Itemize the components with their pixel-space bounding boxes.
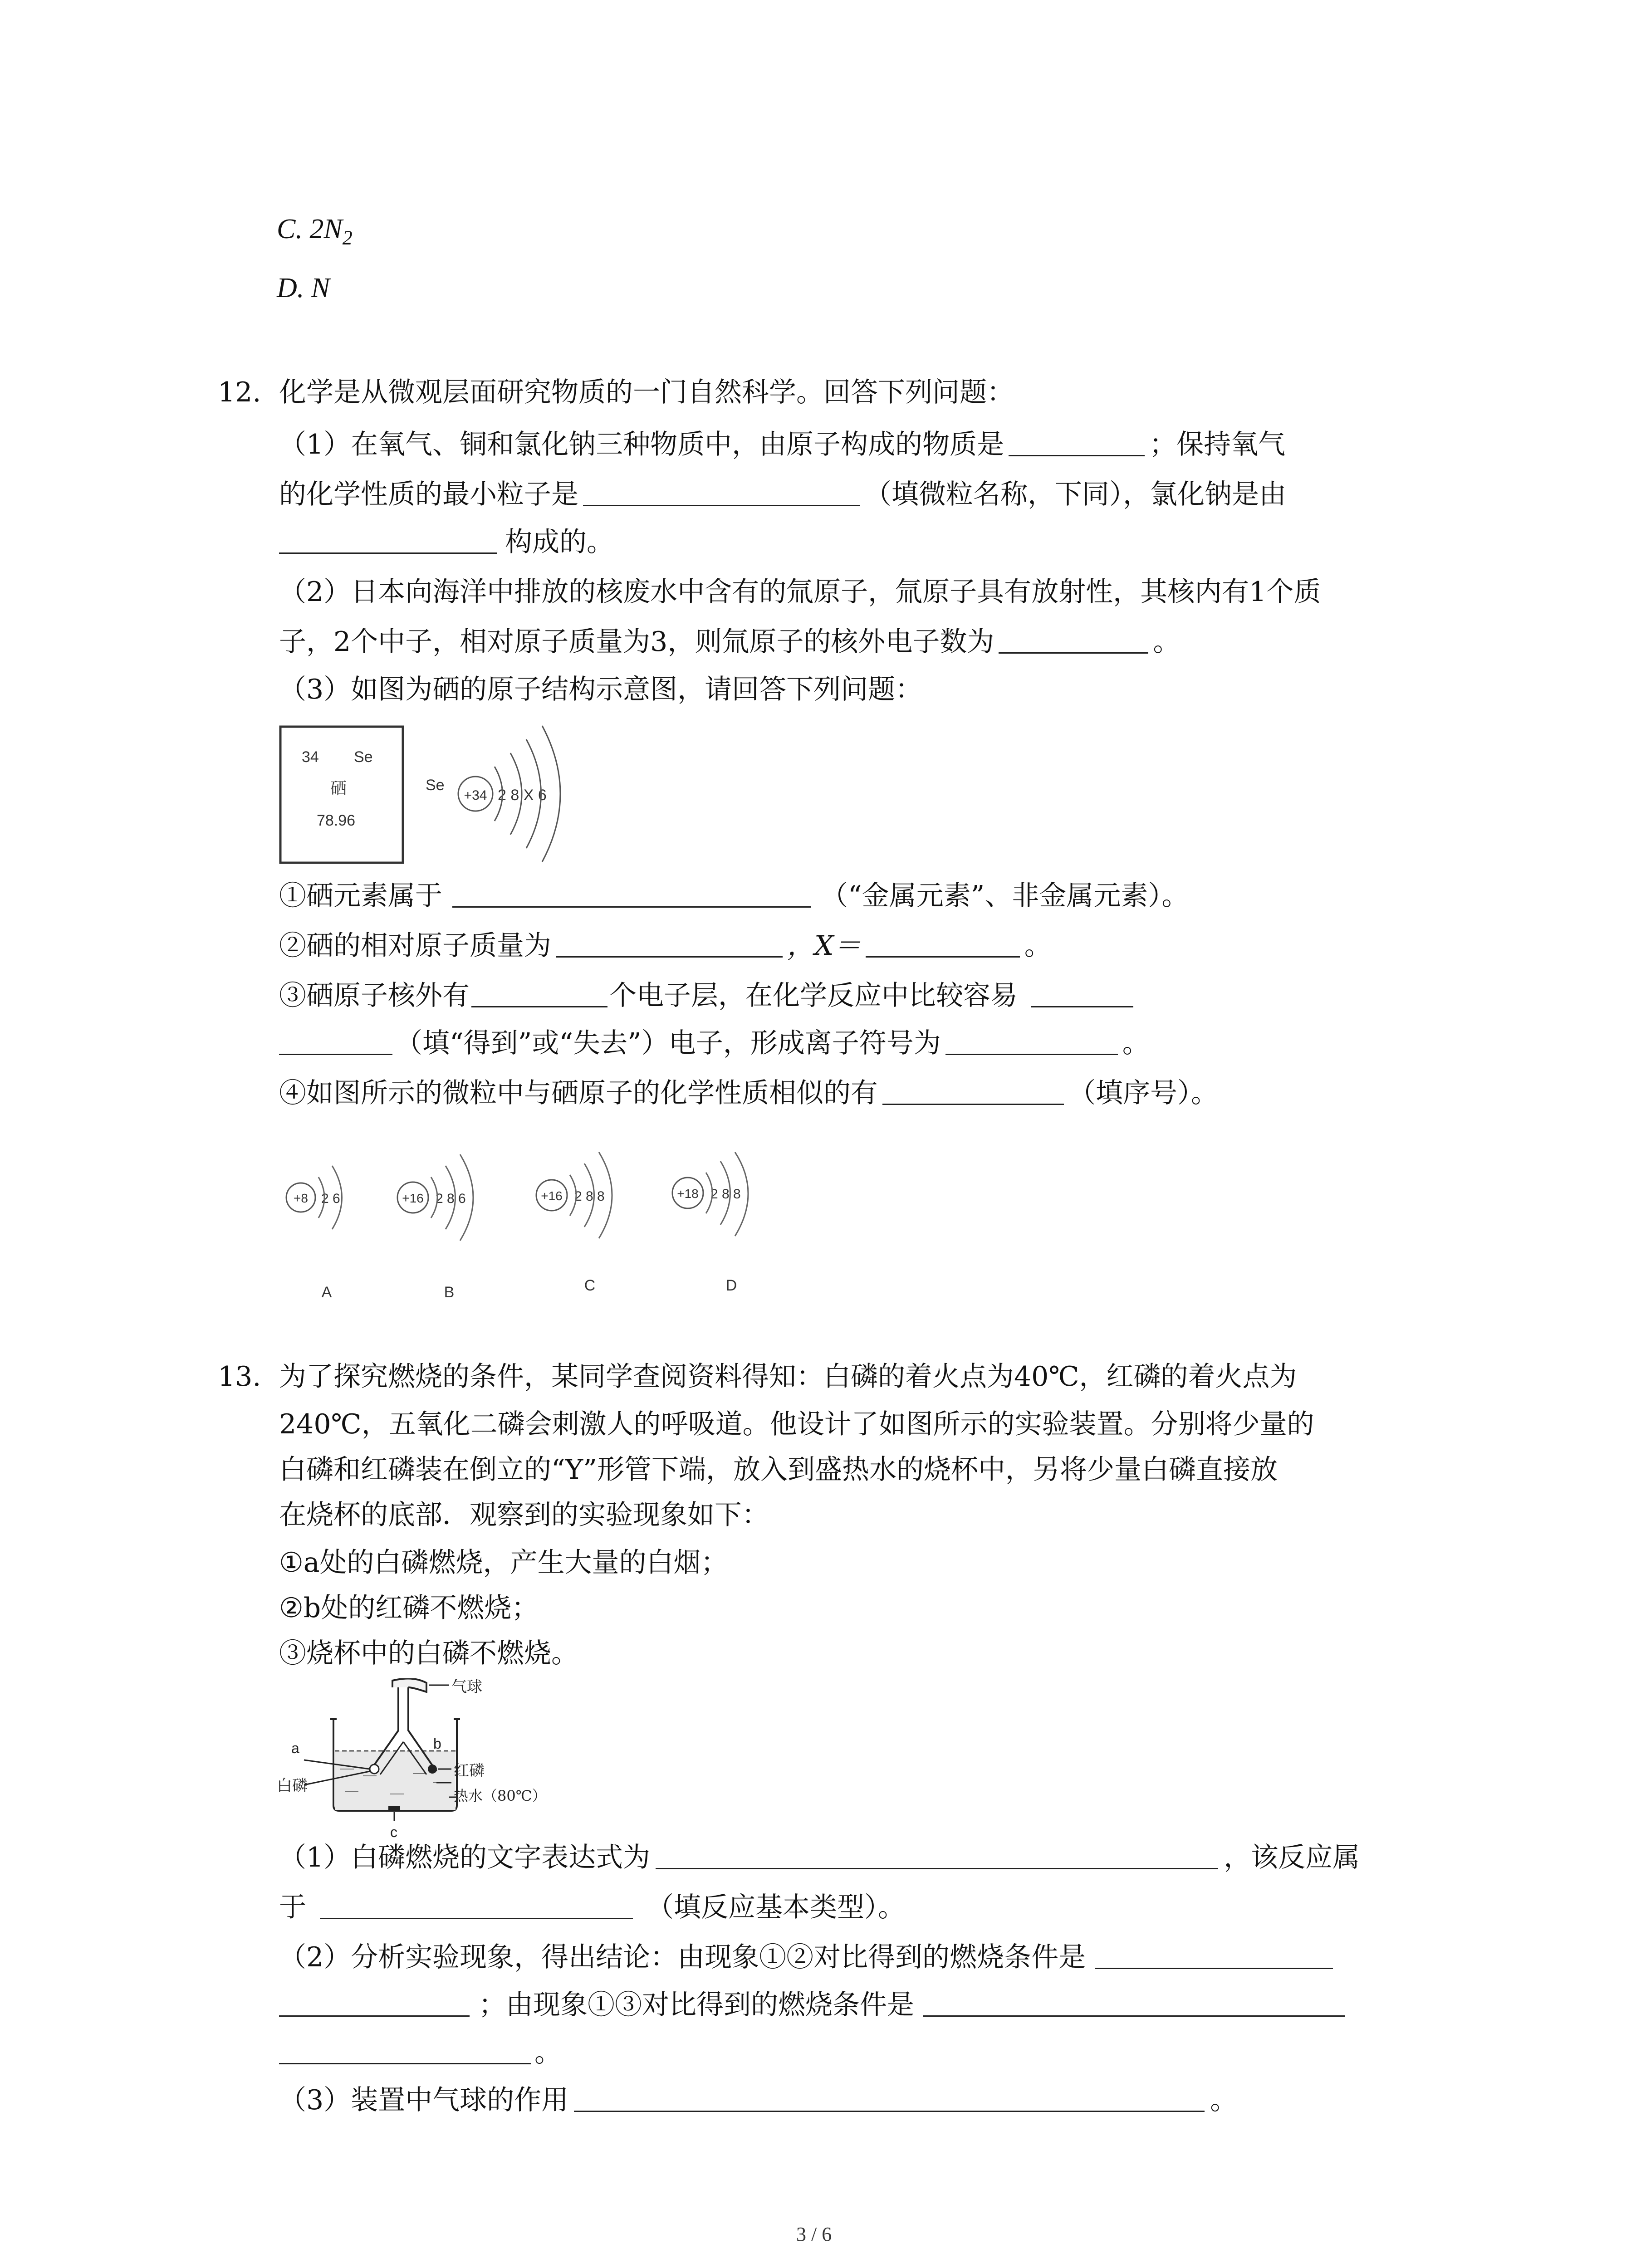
q12-s2-text-c: 。 [1024, 930, 1052, 962]
q12-sub1 [279, 875, 1189, 916]
q13-p1-text-a: （1）白磷燃烧的文字表达式为 [279, 1842, 651, 1873]
q12-p2-blank[interactable] [999, 625, 1148, 654]
hot-water [335, 1751, 456, 1810]
label-white-phosphorus: 白磷 [277, 1777, 308, 1795]
q13-line2: 240℃，五氧化二磷会刺激人的呼吸道。他设计了如图所示的实验装置。分别将少量的 [279, 1408, 1314, 1440]
label-hot-water: 热水（80℃） [454, 1787, 547, 1804]
particle-b-shells: 2 8 6 [436, 1191, 466, 1206]
label-red-phosphorus: 红磷 [454, 1762, 485, 1780]
q12-s2-text-a: ②硒的相对原子质量为 [279, 930, 551, 962]
q12-p1-blank1[interactable] [1009, 428, 1145, 456]
q12-part1-line1 [279, 424, 1285, 465]
particle-c-charge: +16 [541, 1189, 563, 1203]
element-card-number: 34 [302, 748, 319, 766]
white-phosphorus-a [370, 1765, 379, 1774]
q12-s2-text-b: ，X＝ [787, 930, 861, 962]
q12-s4-blank[interactable] [882, 1076, 1064, 1105]
q12-s1-text-b: （“金属元素”、非金属元素）。 [821, 880, 1189, 912]
apparatus-figure [277, 1678, 549, 1842]
q13-line3: 白磷和红磷装在倒立的“Y”形管下端，放入到盛热水的烧杯中，另将少量白磷直接放 [279, 1454, 1278, 1486]
page-number: 3 / 6 [796, 2223, 832, 2245]
q12-s3-blank3[interactable] [945, 1026, 1118, 1055]
q12-s4-text-a: ④如图所示的微粒中与硒原子的化学性质相似的有 [279, 1077, 878, 1109]
q12-s3-text-d: 。 [1122, 1027, 1150, 1059]
q12-stem: 化学是从微观层面研究物质的一门自然科学。回答下列问题： [279, 376, 1014, 408]
q12-p2-text-b: 子，2个中子，相对原子质量为3，则氚原子的核外电子数为 [279, 626, 994, 658]
particle-a-shells: 2 6 [321, 1191, 340, 1206]
q13-p2-text-b: ；由现象①③对比得到的燃烧条件是 [479, 1989, 914, 2021]
option-d: D. N [277, 273, 330, 303]
particle-d-charge: +18 [677, 1187, 699, 1201]
q12-p2-text-c: 。 [1153, 626, 1181, 658]
q13-p1-text-c: 于 [279, 1892, 306, 1923]
particle-b-label: B [444, 1284, 455, 1301]
q13-p1-blank2[interactable] [320, 1891, 633, 1919]
q12-s3-text-a: ③硒原子核外有 [279, 980, 470, 1012]
q12-p1-text-a: （1）在氧气、铜和氯化钠三种物质中，由原子构成的物质是 [279, 429, 1004, 460]
q12-s3-blank1[interactable] [471, 979, 607, 1007]
q12-part2-line2 [279, 621, 1180, 662]
particle-a-label: A [321, 1284, 332, 1301]
label-a: a [291, 1740, 299, 1756]
q12-p1-blank2[interactable] [583, 478, 860, 506]
particle-c [536, 1152, 612, 1294]
atom-shell-electrons: 2 8 X 6 [498, 787, 547, 804]
q13-part2-line2 [279, 1984, 1345, 2025]
q13-p3-text-a: （3）装置中气球的作用 [279, 2084, 569, 2116]
q13-observation3: ③烧杯中的白磷不燃烧。 [279, 1637, 578, 1669]
particles-figure [277, 1152, 798, 1315]
option-c-text: C. 2N [277, 214, 343, 244]
q13-p1-text-d: （填反应基本类型）。 [647, 1892, 905, 1923]
option-c [277, 213, 353, 249]
q13-number: 13. [218, 1361, 261, 1393]
particle-c-shells: 2 8 8 [574, 1189, 605, 1204]
q12-s2-blank2[interactable] [866, 929, 1020, 958]
q13-part2-line3 [279, 2032, 562, 2073]
q12-s4-text-b: （填序号）。 [1068, 1077, 1218, 1109]
q13-line1: 为了探究燃烧的条件，某同学查阅资料得知：白磷的着火点为40℃，红磷的着火点为 [279, 1361, 1297, 1393]
particle-d-shells: 2 8 8 [710, 1187, 741, 1202]
q13-p2-blank2-cont[interactable] [279, 2036, 531, 2064]
q13-part1-line2 [279, 1887, 905, 1928]
q13-p2-text-c: 。 [534, 2037, 562, 2068]
q13-p2-blank1-cont[interactable] [279, 1988, 470, 2017]
q12-s3-text-b: 个电子层，在化学反应中比较容易 [609, 980, 1018, 1012]
q13-observation1: ①a处的白磷燃烧，产生大量的白烟； [279, 1547, 728, 1579]
white-phosphorus-c [388, 1806, 400, 1812]
q12-s3-blank2[interactable] [1031, 979, 1133, 1007]
q13-part3 [279, 2080, 1237, 2121]
q12-p1-text-b: ；保持氧气 [1149, 429, 1286, 460]
atom-symbol: Se [426, 777, 445, 794]
q13-p3-blank[interactable] [574, 2083, 1205, 2112]
q13-line4: 在烧杯的底部．观察到的实验现象如下： [279, 1499, 769, 1531]
q12-p1-text-c: 的化学性质的最小粒子是 [279, 479, 578, 510]
particle-d-label: D [725, 1277, 737, 1294]
q12-p1-text-e: 构成的。 [505, 526, 614, 558]
q12-sub2 [279, 925, 1052, 966]
q12-sub4 [279, 1073, 1218, 1114]
label-balloon: 气球 [451, 1678, 482, 1696]
particle-b-charge: +16 [402, 1191, 424, 1205]
red-phosphorus-b [428, 1765, 437, 1774]
q13-p2-blank2[interactable] [923, 1988, 1345, 2017]
q13-part2-line1 [279, 1937, 1333, 1978]
particle-b [397, 1154, 473, 1301]
option-c-subscript: 2 [342, 226, 353, 249]
q13-part1-line1 [279, 1837, 1360, 1878]
particle-a [286, 1166, 342, 1301]
q13-p2-text-a: （2）分析实验现象，得出结论：由现象①②对比得到的燃烧条件是 [279, 1941, 1086, 1973]
q12-number: 12. [218, 376, 261, 408]
q12-sub3-line2 [279, 1023, 1150, 1064]
label-c: c [390, 1824, 397, 1840]
atom-nucleus-charge: +34 [464, 788, 487, 803]
q12-s3-blank2-cont[interactable] [279, 1026, 392, 1055]
q13-p1-blank1[interactable] [656, 1841, 1218, 1869]
q12-p1-blank3[interactable] [279, 525, 497, 554]
q12-sub3-line1 [279, 975, 1133, 1016]
q13-observation2: ②b处的红磷不燃烧； [279, 1592, 539, 1624]
q13-p3-text-b: 。 [1210, 2084, 1238, 2116]
q12-s2-blank1[interactable] [556, 929, 783, 958]
q12-s1-text-a: ①硒元素属于 [279, 880, 442, 912]
particle-a-charge: +8 [294, 1191, 308, 1205]
selenium-figure [277, 712, 640, 880]
q12-s3-text-c: （填“得到”或“失去”）电子，形成离子符号为 [395, 1027, 941, 1059]
particle-d [672, 1152, 748, 1294]
q12-part1-line3 [279, 522, 614, 562]
q12-part2-line1: （2）日本向海洋中排放的核废水中含有的氚原子，氚原子具有放射性，其核内有1个质 [279, 576, 1321, 608]
q12-s1-blank[interactable] [452, 879, 811, 908]
element-card-symbol: Se [354, 748, 373, 766]
particle-c-label: C [584, 1277, 596, 1294]
q12-p1-text-d: （填微粒名称，下同），氯化钠是由 [864, 479, 1286, 510]
q12-part3-intro: （3）如图为硒的原子结构示意图，请回答下列问题： [279, 674, 923, 705]
element-card-name: 硒 [330, 779, 347, 798]
element-card-mass: 78.96 [317, 812, 356, 829]
q13-p2-blank1[interactable] [1095, 1941, 1333, 1969]
label-b: b [433, 1735, 441, 1752]
q13-p1-text-b: ，该反应属 [1224, 1842, 1360, 1873]
q12-part1-line2 [279, 474, 1286, 515]
